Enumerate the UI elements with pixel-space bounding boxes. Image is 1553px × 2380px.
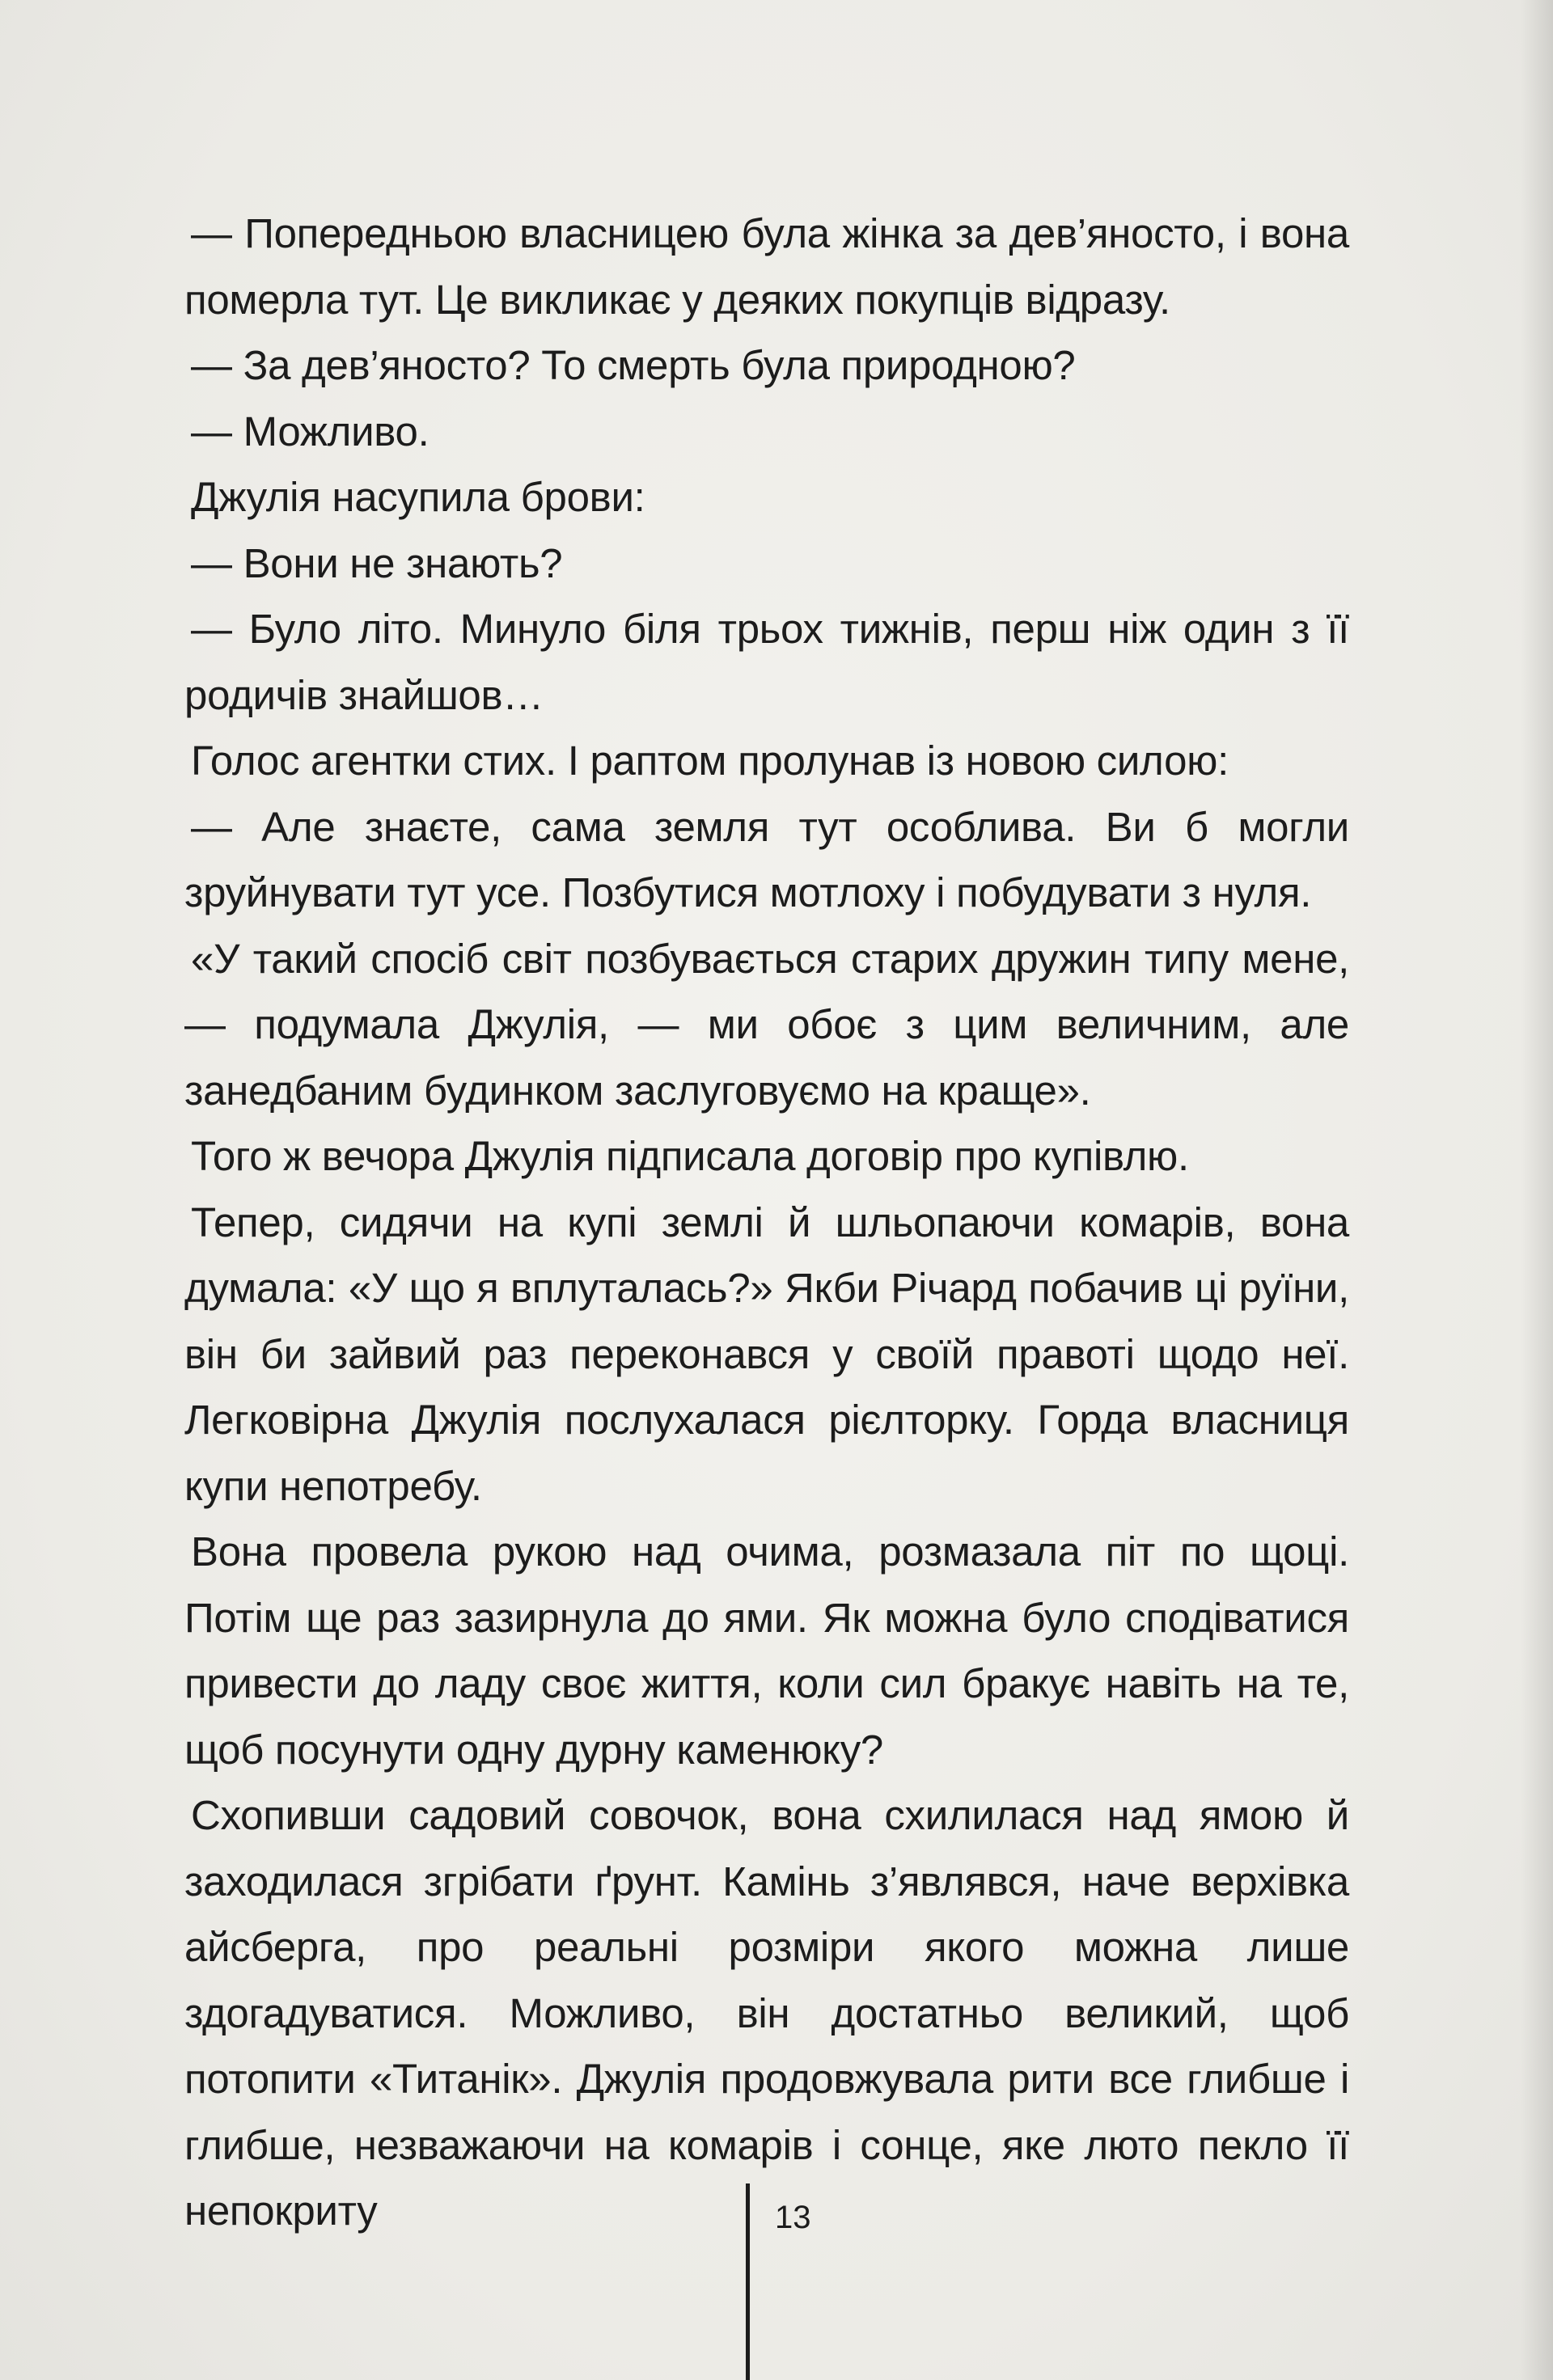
paragraph-13: Схопивши садовий совочок, вона схилилася над ямою й заходилася згрібати ґрунт. Камінь з’являвся, наче верхівка айсберга, про реальні розміри якого можна лише здогадуватися. Можливо, він достатньо великий, щоб потопити «Титанік». Джулія продовжувала рити все глибше і глибше, незважаючи на комарів і сонце, яке люто пекло її непокриту xyxy=(184,1792,1349,2234)
paragraph-11: Тепер, сидячи на купі землі й шльопаючи комарів, вона думала: «У що я вплуталась?» Якби Річард побачив ці руїни, він би зайвий раз переконався у своїй правоті щодо неї. Легковірна Джулія послухалася рієлторку. Горда власниця купи непотребу. xyxy=(184,1198,1349,1509)
paragraph-12: Вона провела рукою над очима, розмазала піт по щоці. Потім ще раз зазирнула до ями. Як можна було сподіватися привести до ладу своє життя, коли сил бракує навіть на те, щоб посунути одну дурну каменюку? xyxy=(184,1528,1349,1773)
paragraph-1: — Попередньою власницею була жінка за дев’яносто, і вона померла тут. Це викликає у деяких покупців відразу. xyxy=(184,210,1349,323)
page-number-rule xyxy=(746,2183,750,2380)
page-body-text xyxy=(184,201,1349,2244)
paragraph-5: — Вони не знають? xyxy=(191,539,563,586)
paragraph-7: Голос агентки стих. І раптом пролунав із новою силою: xyxy=(191,738,1229,784)
paragraph-8: — Але знаєте, сама земля тут особлива. Ви б могли зруйнувати тут усе. Позбутися мотлоху і побудувати з нуля. xyxy=(184,803,1349,915)
page-number: 13 xyxy=(775,2200,811,2235)
paragraph-2: — За дев’яносто? То смерть була природною? xyxy=(191,342,1076,388)
paragraph-9: «У такий спосіб світ позбувається старих дружин типу мене, — подумала Джулія, — ми обоє з цим величним, але занедбаним будинком заслуговуємо на краще». xyxy=(184,935,1349,1114)
paragraph-6: — Було літо. Минуло біля трьох тижнів, перш ніж один з її родичів знайшов… xyxy=(184,606,1349,718)
paragraph-3: — Можливо. xyxy=(191,408,430,454)
paragraph-10: Того ж вечора Джулія підписала договір про купівлю. xyxy=(191,1133,1189,1179)
page-edge-shadow xyxy=(1521,0,1553,2380)
paragraph-4: Джулія насупила брови: xyxy=(191,474,645,520)
